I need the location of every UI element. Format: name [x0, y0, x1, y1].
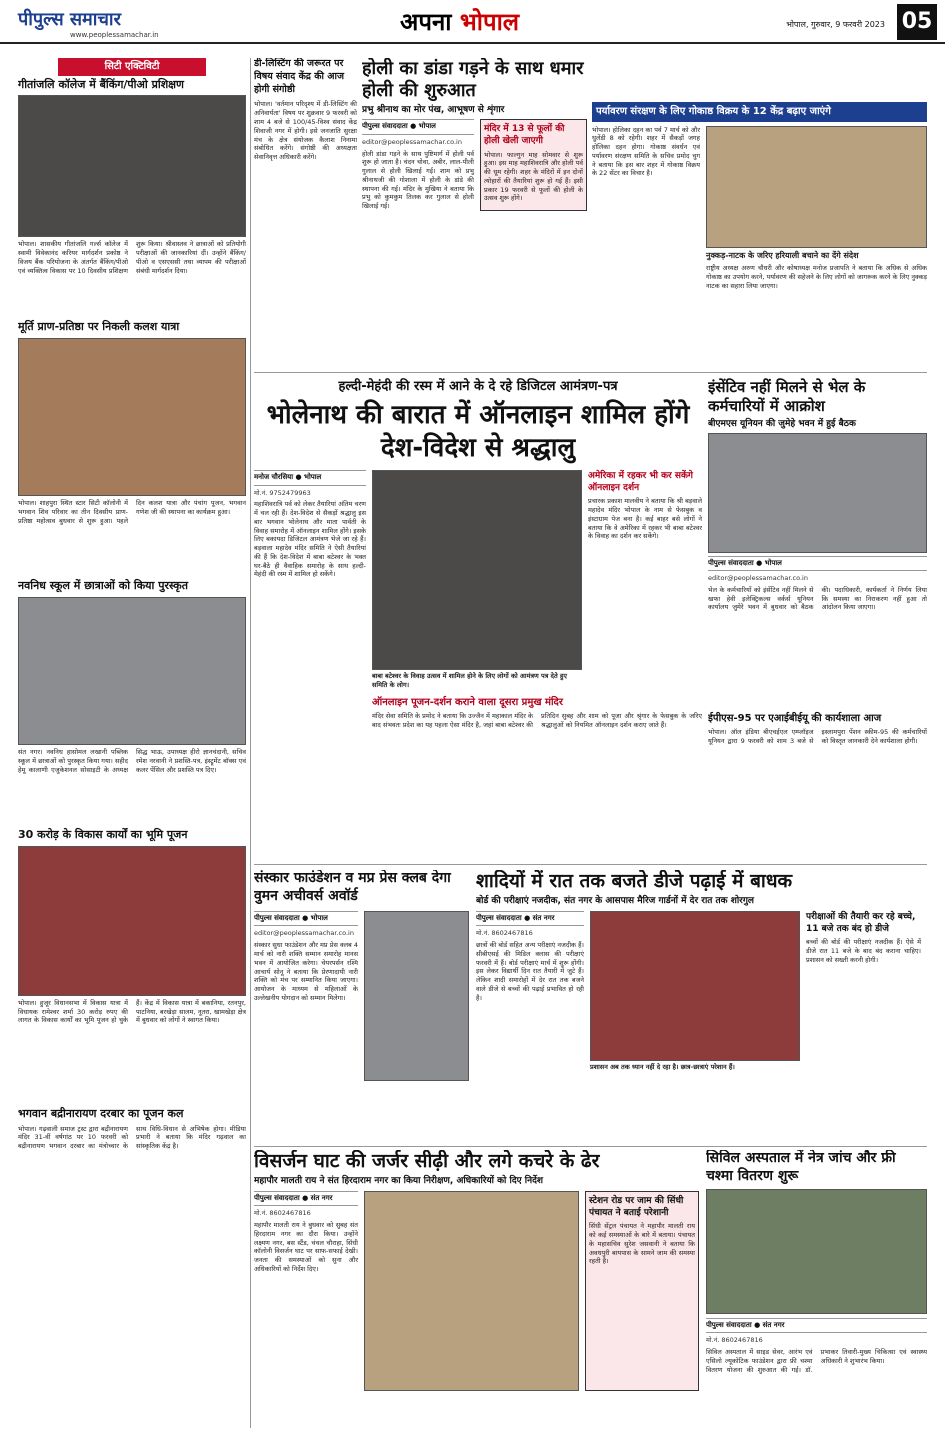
story-body: सिविल अस्पताल में साइड सेवर, आरंभ एवं एसिलो ल्यूकोटिक फाउंडेशन द्वारा फ्री चश्मा वितरण योजना की शुरुआत की गई। डॉ. प्रभाकर तिवारी-मुख्य चिकित्सा एवं स्वास्थ्य अधिकारी ने शुभारंभ किया।	[706, 1348, 927, 1374]
story-body: होली डांडा गड़ने के साथ पुष्टिमार्ग में होली पर्व शुरू हो जाता है। चंदन चोवा, अबीर, लाल-पीली गुलाल से होली खिलाई गई। शाम को प्रभु श्रीनाथजी की गोशाला में होली के डांडे की स्थापना की गई। मंदिर के मुखिया ने बताया कि प्रभु को कुमकुम तिलक कर गुलाल से होली खिलाई गई।	[362, 149, 474, 211]
sub-body: मंदिर सेवा समिति के प्रमोद ने बताया कि उज्जैन में महाकाल मंदिर के बाद संभवतः प्रदेश का यह पहला ऐसा मंदिर है, जहां बाबा बटेश्वर की प्रतिदिन सुबह और शाम को पूजा और श्रृंगार के फेसबुक के जरिए श्रद्धालुओं को नियमित ऑनलाइन दर्शन कराए जाते हैं।	[372, 712, 702, 729]
newspaper-logo: पीपुल्स समाचार	[18, 9, 121, 30]
sub-body: बच्चों की बोर्ड की परीक्षाएं नजदीक हैं। ऐसे में डीजे रात 11 बजे के बाद बंद कराना चाहिए। प्रशासन को सख्ती करनी होगी।	[806, 938, 921, 964]
byline: पीपुल्स संवाददाता ● संत नगर	[476, 911, 584, 926]
story-photo	[372, 470, 582, 670]
delisting-story	[254, 58, 357, 368]
row-divider	[254, 372, 927, 373]
mobile: मो.नं. 8602467816	[476, 929, 533, 938]
email: editor@peoplessamachar.co.in	[708, 574, 808, 583]
story-title: डी-लिस्टिंग की जरूरत पर विषय संवाद केंद्र की आज होगी संगोष्ठी	[254, 58, 345, 95]
story-kicker: हल्दी-मेहंदी की रस्म में आने के दे रहे डिजिटल आमंत्रण-पत्र	[338, 379, 618, 394]
row-divider	[254, 1146, 927, 1147]
box-body: सिंधी सेंट्रल पंचायत ने महापौर मालती राय को कई समस्याओं के बारे में बताया। पंचायत के महासचिव सुरेश जसवानी ने बताया कि अवधपुरी बायपास के सामने जाम की समस्या रहती है।	[589, 1222, 695, 1266]
info-box	[480, 119, 587, 211]
mobile: मो.नं. 9752479963	[254, 488, 311, 497]
eye-story	[706, 1150, 927, 1430]
page-number: 05	[897, 4, 937, 40]
story-title: भगवान बद्रीनारायण दरबार का पूजन कल	[18, 1106, 184, 1120]
section-title	[400, 6, 519, 38]
email: editor@peoplessamachar.co.in	[362, 137, 462, 146]
story-subtitle: बीएमएस यूनियन की जुमेहे भवन में हुई बैठक	[708, 418, 856, 429]
story-body: भोपाल। होलिका दहन का पर्व 7 मार्च को और धुलेंडी 8 को रहेगी। शहर में सैकड़ों जगह होलिका दहन होगा। गोकाष्ठ संवर्धन एवं पर्यावरण संरक्षण समिति के सचिव प्रमोद चुग ने बताया कि इस बार शहर में गोकाष्ठ विक्रय के 22 सेंटर का विचार है।	[592, 125, 700, 178]
mobile: मो.नं. 8602467816	[706, 1336, 763, 1345]
story-headline: शादियों में रात तक बजते डीजे पढ़ाई में बाधक	[476, 870, 793, 892]
story-photo	[18, 597, 246, 745]
story-body: भेल के कर्मचारियों को इंसेंटिव नहीं मिलने से खफा हेवी इलेक्ट्रिकल्स वर्कर्स यूनियन कार्यालय जुमेरे भवन में बुधवार को बैठक की। पदाधिकारी, कार्यकर्ता ने निर्णय लिया कि समस्या का निराकरण नहीं हुआ तो आंदोलन किया जाएगा।	[708, 585, 927, 612]
story-title: गीतांजलि कॉलेज में बैंकिंग/पीओ प्रशिक्षण	[18, 77, 185, 91]
story-headline: भोलेनाथ की बारात में ऑनलाइन शामिल होंगे देश-विदेश से श्रद्धालु	[266, 399, 690, 464]
story-subtitle: बोर्ड की परीक्षाएं नजदीक, संत नगर के आसपास मैरिज गार्डनों में देर रात तक शोरगुल	[476, 895, 755, 906]
story-body: संस्कार सुधा फाउंडेशन और मप्र प्रेस क्लब 4 मार्च को नारी शक्ति सम्मान समारोह मानस भवन में आयोजित करेगा। चेयरपर्सन रश्मि आचार्य सोनू ने बताया कि प्रेरणादायी नारी शक्ति को मंच पर सम्मानित किया जाएगा। आयोजन के माध्यम से महिलाओं के उल्लेखनीय योगदान को सम्मान मिलेगा।	[254, 941, 358, 1002]
story-body: संत नगर। नवनिध हासोमल लखानी पब्लिक स्कूल में छात्राओं को पुरस्कृत किया गया। सहीद हेमू कालाणी एजुकेशनल सोसाइटी के अध्यक्ष सिद्ध भाऊ, उपाध्यक्ष हीरो ज्ञानचंदानी, सचिव रमेश नरवानी ने प्रशस्ति-पत्र, इंस्ट्रूमेंट बॉक्स एवं कलर पेंसिल और प्रशस्ति पत्र दिए।	[18, 748, 246, 774]
photo-caption: नुक्कड़-नाटक के जरिए हरियाली बचाने का देंगे संदेश	[706, 250, 859, 260]
sub-headline: अमेरिका में रहकर भी कर सकेंगे ऑनलाइन दर्शन	[588, 471, 693, 494]
story-body: भोपाल। गढ़वाली समाज ट्रस्ट द्वारा बद्रीनारायण मंदिर 31-वीं वर्षगांठ पर 10 फरवरी को बद्रीनारायण भगवान दरबार का मंत्रोच्चार के साथ विधि-विधान से अभिषेक होगा। मीडिया प्रभारी ने बताया कि मंदिर गढ़वाल का सांस्कृतिक केंद्र है।	[18, 1124, 246, 1151]
sub-headline: ईपीएस-95 पर एआईबीईयू की कार्यशाला आज	[708, 712, 882, 724]
story-photo	[364, 911, 469, 1081]
box-title: स्टेशन रोड पर जाम की सिंधी पंचायत ने बताई परेशानी	[589, 1195, 684, 1219]
byline: मनोज चौरसिया ● भोपाल	[254, 470, 366, 485]
story-headline: संस्कार फाउंडेशन व मप्र प्रेस क्लब देगा वुमन अचीवर्स अवॉर्ड	[254, 870, 451, 904]
story-body: भोपाल। हुजूर विधानसभा में विकास यात्रा में विधायक रामेश्वर शर्मा 30 करोड़ रुपए की लागत के विकास कार्यों का भूमि पूजन हो चुके हैं। केंद्र में विकास यात्रा में बकानिया, रतनपुर, पाटनिया, बरखेड़ा सालम, नूतरा, खामखेड़ा क्षेत्र में बुधवार को लोगों ने स्वागत किया।	[18, 998, 246, 1025]
byline: पीपुल्स संवाददाता ● संत नगर	[254, 1191, 358, 1206]
byline: पीपुल्स संवाददाता ● संत नगर	[706, 1318, 927, 1333]
dj-story	[476, 870, 927, 1140]
story-photo	[706, 126, 927, 248]
holi-story	[362, 58, 587, 368]
award-story	[254, 870, 469, 1140]
story-headline: सिविल अस्पताल में नेत्र जांच और फ्री चश्मा वितरण शुरू	[706, 1150, 896, 1184]
masthead	[0, 0, 945, 44]
story-body: भोपाल। शाहपुरा स्थित स्टार सिटी कॉलोनी में भगवान शिव परिवार का तीन दिवसीय प्राण-प्रतिष्ठा महोत्सव बुधवार से शुरू हुआ। पहले दिन कलश यात्रा और पंचांग पूजन, भगवान गणेश जी की स्थापना का कार्यक्रम हुआ।	[18, 499, 246, 525]
section-tag: सिटी एक्टिविटी	[58, 58, 206, 76]
sub-body: भोपाल। ऑल इंडिया बीएचईएल एम्प्लॉइज यूनियन द्वारा 9 फरवरी को शाम 3 बजे से इस्लामपुरा पेंशन स्कीम-95 की कर्मचारियों को विस्तृत जानकारी देने कार्यशाला होगी।	[708, 728, 927, 746]
photo-caption: बाबा बटेश्वर के विवाह उत्सव में शामिल होने के लिए लोगों को आमंत्रण पत्र देते हुए समिति के लोग।	[372, 672, 568, 689]
byline: पीपुल्स संवाददाता ● भोपाल	[362, 119, 474, 134]
left-column	[18, 58, 246, 1428]
bhel-story	[708, 378, 927, 858]
section-title-b: भोपाल	[459, 8, 520, 36]
story-title: नवनिध स्कूल में छात्राओं को किया पुरस्कृत	[18, 579, 188, 593]
story-photo	[590, 911, 800, 1061]
sub-body: प्रचारक प्रकाश मालवीय ने बताया कि श्री बड़वाले महादेव मंदिर भोपाल के नाम से फेसबुक व इंस्टाग्राम पेज बना है। कई बाहर बसे लोगों ने बताया कि वे अमेरिका में रहकर भी बाबा बटेश्वर के विवाह का दर्शन कर सकेंगे।	[588, 497, 702, 541]
story-body: भोपाल। 'वर्तमान परिदृश्य में डी-लिस्टिंग की अनिवार्यता' विषय पर शुक्रवार 9 फरवरी को शाम 4 बजे से 100/45-विश्व संवाद केंद्र शिवाजी नगर में होगी। इसे जनजाति सुरक्षा मंच के क्षेत्र संयोजक कैलाश निनामा संबोधित करेंगे। संगोष्ठी की अध्यक्षता सेवानिवृत्त अधिकारी करेंगे।	[254, 100, 357, 162]
mobile: मो.नं. 8602467816	[254, 1209, 311, 1218]
story-photo	[706, 1189, 927, 1314]
story-photo	[708, 433, 927, 553]
email: editor@peoplessamachar.co.in	[254, 929, 354, 938]
info-box	[585, 1191, 699, 1391]
story-body: छात्रों की बोर्ड सहित अन्य परीक्षाएं नजदीक हैं। सीबीएसई की मिडिल क्लास की परीक्षाएं फरवरी में हैं। बोर्ड परीक्षाएं मार्च में शुरू होंगी। इस लेकर विद्यार्थी दिन रात तैयारी में जुटे हैं। लेकिन शादी समारोहों में देर रात तक बजने वाले डीजे से बच्चों की पढ़ाई प्रभावित हो रही है।	[476, 941, 584, 1002]
box-title: मंदिर में 13 से फूलों की होली खेली जाएगी	[484, 124, 565, 147]
story-body: भोपाल। शासकीय गीतांजलि गर्ल्स कॉलेज में स्वामी विवेकानंद करियर मार्गदर्शन प्रकोष्ठ ने विजय बैंक परियोजना के अंतर्गत बैंकिंग/पीओ एवं व्यक्तित्व विकास पर 10 दिवसीय प्रशिक्षण शुरू किया। श्रीवास्तव ने छात्राओं को प्रतियोगी परीक्षाओं की जानकारियां दीं। उन्होंने बैंकिंग/पीओ व एसएससी तथा व्यापम की परीक्षाओं संबंधी मार्गदर्शन दिया।	[18, 240, 246, 275]
column-divider	[250, 58, 251, 1428]
story-title: मूर्ति प्राण-प्रतिष्ठा पर निकली कलश यात्रा	[18, 320, 180, 334]
story-title: 30 करोड़ के विकास कार्यों का भूमि पूजन	[18, 828, 188, 842]
section-title-a: अपना	[400, 8, 452, 36]
sub-headline: परीक्षाओं की तैयारी कर रहे बच्चे, 11 बजे तक बंद हो डीजे	[806, 911, 916, 935]
byline: पीपुल्स संवाददाता ● भोपाल	[254, 911, 358, 926]
story-body: महाशिवरात्रि पर्व को लेकर तैयारियां अंतिम चरण में चल रही हैं। देश-विदेश से सैकड़ों श्रद्धालु इस बार भगवान भोलेनाथ और माता पार्वती के विवाह समारोह में ऑनलाइन शामिल होंगे। इसके लिए बकायदा डिजिटल आमंत्रण भेजे जा रहे हैं। बड़वाला महादेव मंदिर समिति ने ऐसी तैयारियां की हैं कि देश-विदेश में बाबा बटेश्वर के भक्त घर-बैठे ही वैवाहिक समारोह के साथ हल्दी-मेहंदी की रस्म में शामिल हो सकेंगे।	[254, 500, 366, 579]
ghat-story	[254, 1150, 699, 1430]
byline: पीपुल्स संवाददाता ● भोपाल	[708, 556, 927, 571]
story-headline: होली का डांडा गड़ने के साथ धमार होली की शुरुआत	[362, 58, 584, 101]
issue-date: भोपाल, गुरुवार, 9 फरवरी 2023	[786, 20, 885, 29]
story-photo	[364, 1191, 579, 1391]
main-story	[254, 378, 702, 858]
caption-body: राष्ट्रीय अध्यक्ष अरुण चौधरी और कोषाध्यक्ष मनोज प्रजापति ने बताया कि अधिक से अधिक गोकाष्ठ का उपयोग करने, पर्यावरण की सहेजने के लिए लोगों को जागरूक करने के लिए नुक्कड़ नाटक का सहारा लिया जाएगा।	[706, 264, 927, 290]
row-divider	[254, 864, 927, 865]
sub-headline: ऑनलाइन पूजन-दर्शन कराने वाला दूसरा प्रमुख मंदिर	[372, 696, 563, 708]
story-headline: विसर्जन घाट की जर्जर सीढ़ी और लगे कचरे के ढेर	[254, 1150, 600, 1172]
story-subtitle: महापौर मालती राय ने संत हिरदाराम नगर का किया निरीक्षण, अधिकारियों को दिए निर्देश	[254, 1175, 543, 1186]
story-subtitle: प्रभु श्रीनाथ का मोर पंख, आभूषण से शृंगार	[362, 105, 505, 116]
story-body: महापौर मालती राय ने बुधवार को सुबह संत हिरदाराम नगर का दौरा किया। उन्होंने लक्ष्मण नगर, बस स्टैंड, चंचल चौराहा, सिंधी कॉलोनी विसर्जन घाट पर साफ-सफाई देखी। जनता की समस्याओं को सुना और अधिकारियों को निर्देश दिए।	[254, 1221, 358, 1273]
story-headline: पर्यावरण संरक्षण के लिए गोकाष्ठ विक्रय के 12 केंद्र बढ़ाए जाएंगे	[592, 102, 927, 122]
story-headline: इंसेंटिव नहीं मिलने से भेल के कर्मचारियों में आक्रोश	[708, 378, 866, 415]
story-photo	[18, 338, 246, 496]
eco-story	[592, 102, 927, 368]
story-photo	[18, 846, 246, 996]
story-photo	[18, 95, 246, 237]
website-url: www.peoplessamachar.in	[70, 31, 159, 39]
photo-caption: प्रशासन अब तक ध्यान नहीं दे रहा है। छात्र-छात्राएं परेशान हैं।	[590, 1062, 735, 1071]
box-body: भोपाल। फाल्गुन माह सोमवार से शुरू हुआ। इस माह महाशिवरात्रि और होली पर्व की धूम रहेगी। शहर के मंदिरों में इन दोनों त्योहारों की तैयारियां शुरू हो गई हैं। इसी प्रकार 19 फरवरी से फूलों की होली के उत्सव शुरू होंगे।	[484, 150, 583, 203]
